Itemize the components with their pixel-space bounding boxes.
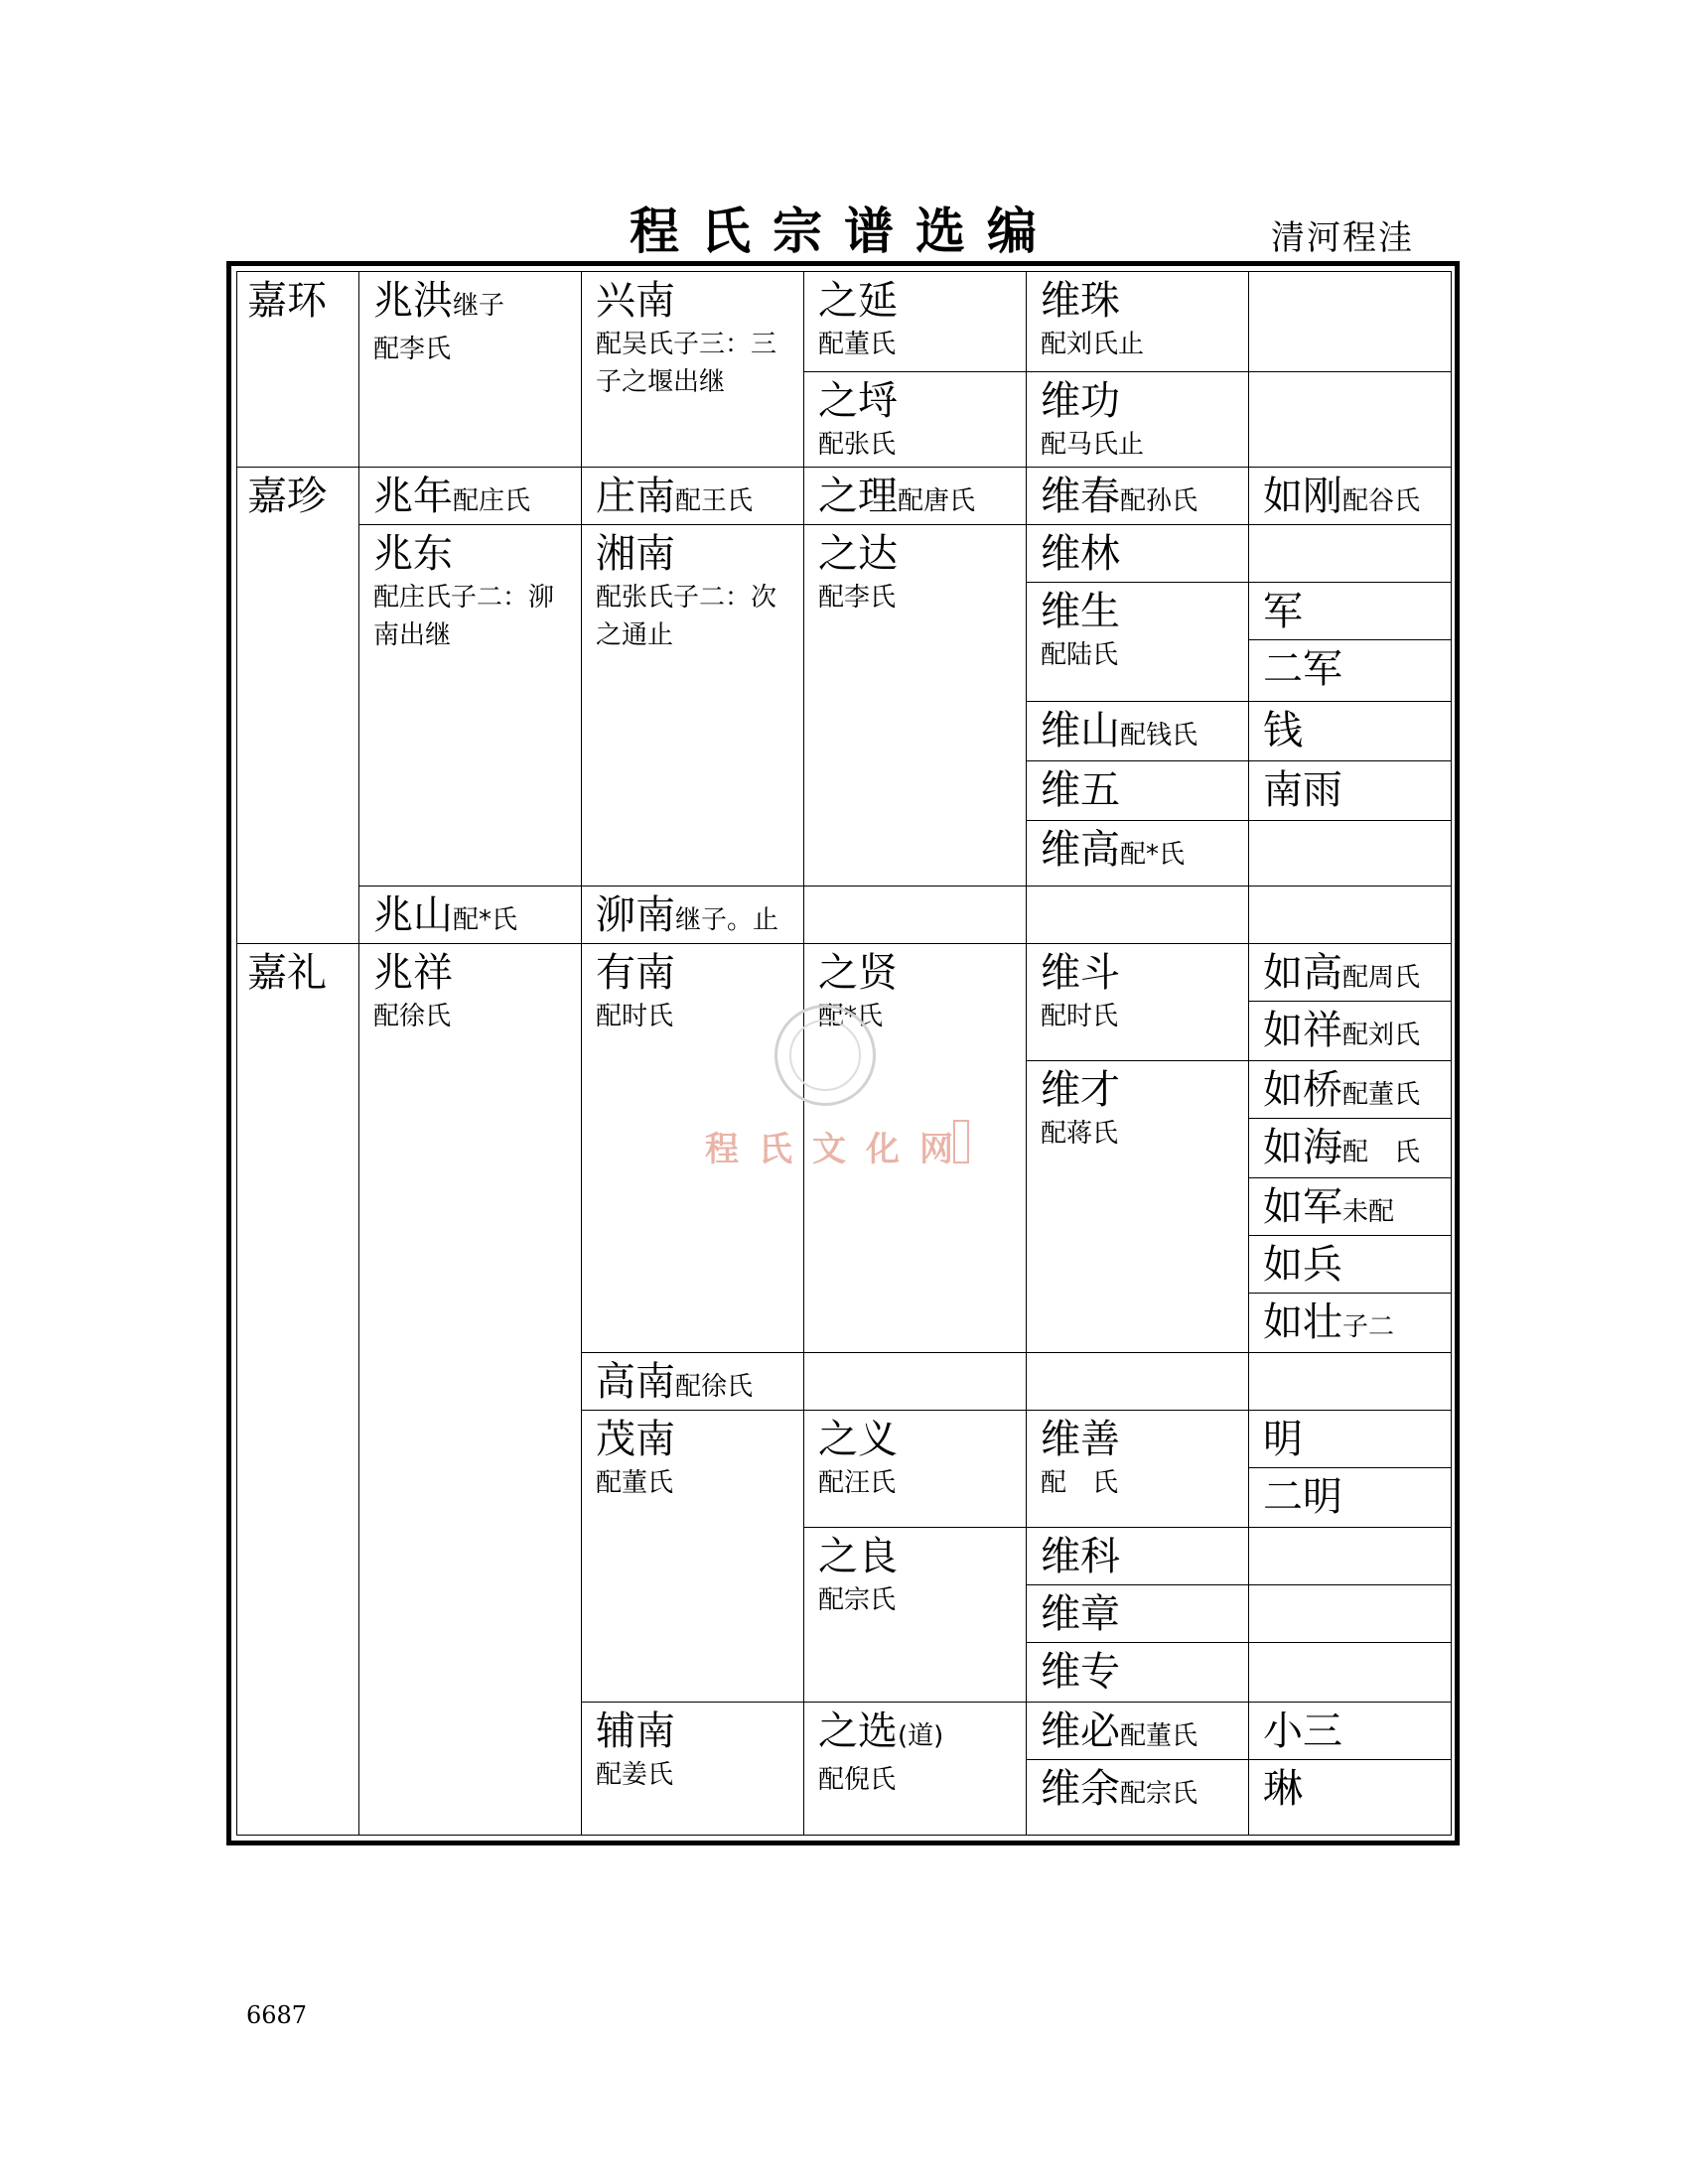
person-name: 维春 bbox=[1041, 474, 1120, 519]
genealogy-cell bbox=[1026, 1702, 1248, 1759]
genealogy-cell bbox=[581, 1352, 803, 1410]
person-name: 之延 bbox=[818, 278, 898, 324]
person-name: 琳 bbox=[1263, 1766, 1303, 1812]
person-name: 维斗 bbox=[1041, 950, 1120, 996]
person-note: 配*氏 bbox=[818, 1002, 884, 1031]
genealogy-cell bbox=[1248, 886, 1451, 943]
person-mark: 配孙氏 bbox=[1120, 486, 1198, 516]
person-note: 配宗氏 bbox=[818, 1585, 897, 1615]
person-name: 之选 bbox=[818, 1708, 898, 1754]
genealogy-cell bbox=[1026, 272, 1248, 371]
person-name: 如海 bbox=[1263, 1125, 1342, 1170]
person-mark: 配宗氏 bbox=[1120, 1779, 1198, 1809]
genealogy-cell bbox=[1026, 371, 1248, 467]
person-name: 嘉环 bbox=[247, 278, 327, 324]
person-name: 之贤 bbox=[818, 950, 898, 996]
genealogy-cell bbox=[1026, 1642, 1248, 1702]
genealogy-cell bbox=[1026, 582, 1248, 701]
person-name: 维专 bbox=[1041, 1649, 1120, 1695]
page-number: 6687 bbox=[246, 2001, 308, 2029]
genealogy-cell bbox=[1248, 1759, 1451, 1835]
person-note: 配李氏 bbox=[818, 583, 897, 613]
person-mark: 配董氏 bbox=[1120, 1721, 1198, 1751]
genealogy-cell bbox=[1248, 639, 1451, 701]
person-name: 之义 bbox=[818, 1417, 898, 1462]
person-name: 之良 bbox=[818, 1534, 898, 1579]
genealogy-cell bbox=[1248, 1584, 1451, 1642]
person-name: 茂南 bbox=[596, 1417, 675, 1462]
person-name: 嘉珍 bbox=[247, 474, 327, 519]
person-name: 庄南 bbox=[596, 474, 675, 519]
person-name: 兴南 bbox=[596, 278, 675, 324]
small-seal-icon bbox=[953, 1120, 969, 1163]
genealogy-cell bbox=[581, 886, 803, 943]
person-note: 配姜氏 bbox=[596, 1760, 674, 1790]
person-mark: 配刘氏 bbox=[1342, 1021, 1421, 1050]
person-name: 之理 bbox=[818, 474, 898, 519]
genealogy-cell bbox=[803, 272, 1026, 371]
genealogy-cell bbox=[803, 1352, 1026, 1410]
genealogy-cell bbox=[1026, 1410, 1248, 1527]
person-mark: 配徐氏 bbox=[675, 1372, 754, 1402]
genealogy-cell bbox=[358, 272, 581, 467]
genealogy-cell bbox=[1248, 1001, 1451, 1060]
person-name: 湘南 bbox=[596, 531, 675, 577]
genealogy-cell bbox=[581, 1702, 803, 1835]
person-name: 维科 bbox=[1041, 1534, 1120, 1579]
genealogy-cell bbox=[1026, 820, 1248, 886]
person-name: 如祥 bbox=[1263, 1008, 1342, 1053]
genealogy-cell bbox=[237, 467, 358, 943]
person-name: 二军 bbox=[1263, 646, 1342, 692]
person-name: 二明 bbox=[1263, 1474, 1342, 1520]
genealogy-cell bbox=[1248, 820, 1451, 886]
page-subtitle: 清河程洼 bbox=[1271, 218, 1414, 258]
genealogy-cell bbox=[1248, 1177, 1451, 1235]
person-name: 维山 bbox=[1041, 708, 1120, 753]
person-name: 维章 bbox=[1041, 1591, 1120, 1637]
person-note: 配董氏 bbox=[818, 330, 897, 359]
genealogy-cell bbox=[1026, 943, 1248, 1060]
genealogy-cell bbox=[1248, 1235, 1451, 1293]
person-name: 维余 bbox=[1041, 1766, 1120, 1812]
genealogy-cell bbox=[803, 1527, 1026, 1702]
person-mark: 配谷氏 bbox=[1342, 486, 1421, 516]
genealogy-cell bbox=[1026, 467, 1248, 524]
genealogy-cell bbox=[237, 272, 358, 467]
person-name: 维才 bbox=[1041, 1067, 1120, 1113]
person-note: 配汪氏 bbox=[818, 1468, 897, 1498]
genealogy-cell bbox=[358, 886, 581, 943]
person-name: 有南 bbox=[596, 950, 675, 996]
page-title: 程氏宗谱选编 bbox=[630, 202, 1058, 260]
genealogy-cell bbox=[1026, 1352, 1248, 1410]
person-mark: 配 氏 bbox=[1342, 1138, 1421, 1167]
person-name: 如壮 bbox=[1263, 1299, 1342, 1345]
person-note: 配刘氏止 bbox=[1041, 330, 1145, 359]
person-name: 维功 bbox=[1041, 378, 1120, 424]
person-name: 明 bbox=[1263, 1417, 1303, 1462]
person-note: 配吴氏子三：三子之堰出继 bbox=[596, 330, 777, 397]
person-name: 军 bbox=[1263, 589, 1303, 634]
genealogy-cell bbox=[1248, 1467, 1451, 1527]
person-mark: 配唐氏 bbox=[898, 486, 976, 516]
person-note: 配徐氏 bbox=[373, 1002, 452, 1031]
genealogy-cell bbox=[358, 524, 581, 886]
person-name: 辅南 bbox=[596, 1708, 675, 1754]
person-note: 配李氏 bbox=[373, 335, 452, 364]
person-note: 配陆氏 bbox=[1041, 640, 1119, 670]
genealogy-cell bbox=[803, 1410, 1026, 1527]
genealogy-cell bbox=[1248, 582, 1451, 639]
genealogy-cell bbox=[1248, 1293, 1451, 1352]
genealogy-cell bbox=[1248, 1118, 1451, 1177]
genealogy-cell bbox=[581, 524, 803, 886]
genealogy-cell bbox=[1026, 1527, 1248, 1584]
person-name: 如高 bbox=[1263, 950, 1342, 996]
person-name: 维必 bbox=[1041, 1708, 1120, 1754]
genealogy-cell bbox=[1248, 1702, 1451, 1759]
genealogy-cell bbox=[1248, 1527, 1451, 1584]
genealogy-cell bbox=[803, 524, 1026, 886]
person-name: 嘉礼 bbox=[247, 950, 327, 996]
person-note: 配庄氏子二：泖南出继 bbox=[373, 583, 555, 650]
person-note: 配董氏 bbox=[596, 1468, 674, 1498]
person-note: 配张氏子二：次之通止 bbox=[596, 583, 777, 650]
person-mark: 继子 bbox=[453, 291, 505, 321]
person-mark: 配董氏 bbox=[1342, 1080, 1421, 1110]
person-note: 配时氏 bbox=[1041, 1002, 1119, 1031]
genealogy-cell bbox=[1026, 1584, 1248, 1642]
seal-watermark-icon bbox=[774, 1005, 876, 1106]
genealogy-cell bbox=[803, 371, 1026, 467]
genealogy-cell bbox=[1248, 1352, 1451, 1410]
genealogy-cell bbox=[1248, 524, 1451, 582]
person-name: 泖南 bbox=[596, 892, 675, 938]
genealogy-cell bbox=[1248, 1642, 1451, 1702]
genealogy-cell bbox=[358, 943, 581, 1835]
person-mark: 子二 bbox=[1342, 1312, 1395, 1342]
genealogy-cell bbox=[581, 1410, 803, 1702]
genealogy-cell bbox=[1248, 701, 1451, 760]
person-mark: 配钱氏 bbox=[1120, 721, 1198, 751]
genealogy-cell bbox=[1248, 272, 1451, 371]
person-name: 如兵 bbox=[1263, 1242, 1342, 1288]
genealogy-cell bbox=[358, 467, 581, 524]
person-name: 兆年 bbox=[373, 474, 453, 519]
genealogy-cell bbox=[803, 1702, 1026, 1835]
genealogy-cell bbox=[1026, 1759, 1248, 1835]
genealogy-cell bbox=[581, 467, 803, 524]
site-watermark: 程氏文化网 bbox=[705, 1130, 973, 1169]
person-note: 配 氏 bbox=[1041, 1468, 1119, 1498]
person-name: 如桥 bbox=[1263, 1067, 1342, 1113]
person-note: 配倪氏 bbox=[818, 1765, 897, 1795]
person-mark: (道) bbox=[898, 1721, 944, 1751]
genealogy-cell bbox=[237, 943, 358, 1835]
person-name: 维林 bbox=[1041, 531, 1120, 577]
person-name: 维高 bbox=[1041, 827, 1120, 873]
person-name: 小三 bbox=[1263, 1708, 1342, 1754]
person-name: 高南 bbox=[596, 1359, 675, 1405]
person-name: 兆山 bbox=[373, 892, 453, 938]
person-note: 配蒋氏 bbox=[1041, 1119, 1119, 1149]
genealogy-cell bbox=[803, 467, 1026, 524]
seal-inner-ring bbox=[789, 1020, 861, 1091]
genealogy-cell bbox=[1026, 760, 1248, 820]
genealogy-cell bbox=[1026, 524, 1248, 582]
genealogy-cell bbox=[1248, 760, 1451, 820]
person-name: 维珠 bbox=[1041, 278, 1120, 324]
person-mark: 配周氏 bbox=[1342, 963, 1421, 993]
person-mark: 配王氏 bbox=[675, 486, 754, 516]
person-name: 兆洪 bbox=[373, 278, 453, 324]
person-name: 维五 bbox=[1041, 767, 1120, 813]
person-note: 配马氏止 bbox=[1041, 430, 1145, 460]
genealogy-cell bbox=[1026, 1060, 1248, 1352]
person-name: 之达 bbox=[818, 531, 898, 577]
person-name: 维生 bbox=[1041, 589, 1120, 634]
genealogy-cell bbox=[803, 886, 1026, 943]
genealogy-cell bbox=[1248, 943, 1451, 1001]
person-name: 如刚 bbox=[1263, 474, 1342, 519]
person-name: 之埒 bbox=[818, 378, 898, 424]
genealogy-cell bbox=[1026, 701, 1248, 760]
person-name: 南雨 bbox=[1263, 767, 1342, 813]
person-note: 配张氏 bbox=[818, 430, 897, 460]
genealogy-cell bbox=[1248, 1410, 1451, 1467]
person-mark: 继子。止 bbox=[675, 905, 779, 935]
genealogy-cell bbox=[1248, 371, 1451, 467]
person-name: 兆东 bbox=[373, 531, 453, 577]
person-mark: 配*氏 bbox=[1120, 840, 1186, 870]
genealogy-cell bbox=[1026, 886, 1248, 943]
person-mark: 未配 bbox=[1342, 1197, 1395, 1227]
genealogy-cell bbox=[1248, 467, 1451, 524]
person-name: 兆祥 bbox=[373, 950, 453, 996]
person-mark: 配*氏 bbox=[453, 905, 518, 935]
person-mark: 配庄氏 bbox=[453, 486, 531, 516]
person-note: 配时氏 bbox=[596, 1002, 674, 1031]
person-name: 钱 bbox=[1263, 708, 1303, 753]
genealogy-cell bbox=[581, 272, 803, 467]
person-name: 维善 bbox=[1041, 1417, 1120, 1462]
genealogy-cell bbox=[1248, 1060, 1451, 1118]
person-name: 如军 bbox=[1263, 1184, 1342, 1230]
